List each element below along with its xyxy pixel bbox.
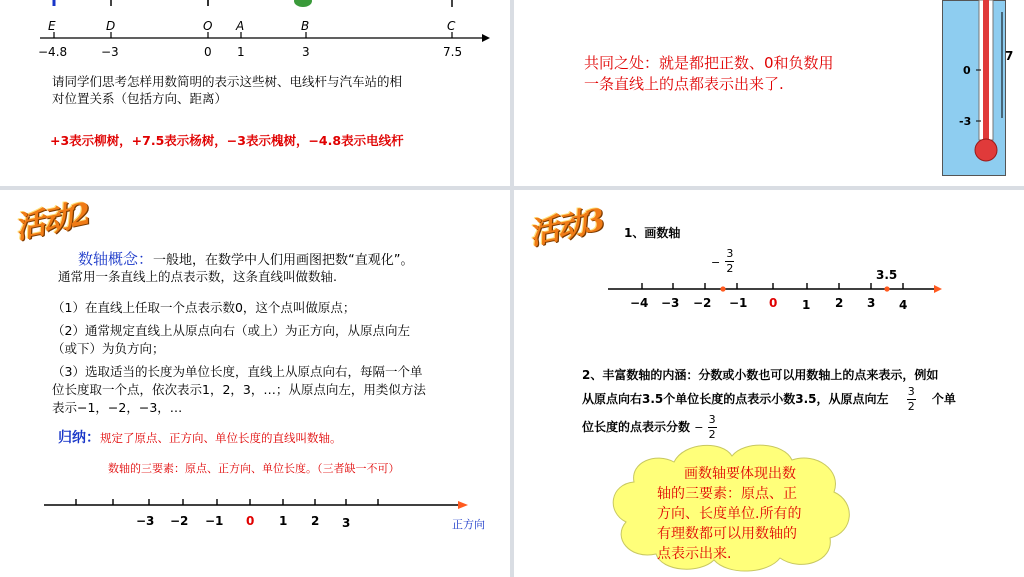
enrich-line-3-text: 位长度的点表示分数 (582, 420, 691, 434)
three-elements: 数轴的三要素：原点、正方向、单位长度。（三者缺一不可） (108, 462, 400, 475)
axis-label-neg3: −3 (661, 296, 680, 310)
step-2-line-1: （2）通常规定直线上从原点向右（或上）为正方向，从原点向左 (52, 323, 410, 338)
step-2-line-2: （或下）为负方向； (52, 341, 165, 356)
tree-foliage-b (294, 0, 312, 7)
point-letter-d: D (106, 19, 116, 33)
axis-ticks (642, 283, 903, 289)
axis-label-neg1: −1 (729, 296, 748, 310)
heading-draw-axis: 1、画数轴 (624, 226, 681, 240)
axis-label-neg2: −2 (693, 296, 712, 310)
question-line-1: 请同学们思考怎样用数简明的表示这些树、电线杆与汽车站的相 (52, 74, 403, 89)
enrich-line-1: 2、丰富数轴的内涵：分数或小数也可以用数轴上的点来表示，例如 (582, 368, 939, 382)
slide-panel-top-left (0, 0, 510, 186)
activity-2-title: 活动2 (11, 196, 93, 247)
thermometer-figure (932, 0, 1022, 186)
label-3-5: 3.5 (876, 268, 898, 282)
direction-label: 正方向 (452, 518, 485, 531)
point-value-c: 7.5 (443, 45, 463, 59)
concept-line-1 (78, 248, 414, 269)
axis-ticks (76, 499, 378, 505)
point-neg-3-2 (720, 286, 725, 291)
point-value-e: −4.8 (38, 45, 68, 59)
axis-label-2: 2 (835, 296, 844, 310)
number-line-figure (0, 0, 510, 60)
step-3-line-1: （3）选取适当的长度为单位长度，直线上从原点向右，每隔一个单 (52, 364, 423, 379)
fraction-sign: − (711, 256, 721, 269)
point-value-o: 0 (204, 45, 212, 59)
slide-panel-top-right (514, 0, 1024, 186)
axis-label-neg3: −3 (136, 514, 155, 528)
fraction-3-2 (725, 248, 734, 275)
concept-line-2: 通常用一条直线上的点表示数，这条直线叫做数轴. (58, 269, 337, 284)
question-line-2: 对位置关系（包括方向、距离） (52, 91, 228, 106)
point-value-a: 1 (237, 45, 245, 59)
thermometer-mercury (983, 0, 989, 140)
enrich-line-2 (582, 386, 956, 413)
point-letter-o: O (203, 19, 213, 33)
enrich-line-2-end: 个单 (931, 392, 956, 406)
point-letter-b: B (301, 19, 310, 33)
fraction-sign-2: − (694, 421, 704, 434)
slide-panel-bottom-right (514, 190, 1024, 577)
point-3-5 (884, 286, 889, 291)
point-value-b: 3 (302, 45, 310, 59)
step-3-line-2: 位长度取一个点，依次表示1，2，3，…；从原点向左，用类似方法 (52, 382, 426, 397)
number-axis-example (0, 490, 510, 550)
axis-label-neg1: −1 (205, 514, 224, 528)
fraction-neg-den: 2 (708, 428, 716, 441)
summary-line (58, 427, 342, 447)
cloud-line-3: 方向、长度单位.所有的 (657, 506, 802, 522)
enrich-line-2-text: 从原点向右3.5个单位长度的点表示小数3.5，从原点向左 (582, 392, 889, 406)
axis-arrow (458, 501, 468, 509)
activity-3-title: 活动3 (525, 202, 607, 253)
thermo-label-neg3: -3 (959, 115, 972, 128)
axis-label-0: 0 (769, 296, 778, 310)
point-letter-e: E (48, 19, 56, 33)
summary-text: 规定了原点、正方向、单位长度的直线叫数轴。 (100, 431, 342, 445)
thermo-label-zero: 0 (963, 64, 971, 77)
axis-label-neg4: −4 (630, 296, 649, 310)
enrich-line-3 (582, 414, 717, 441)
fraction-inline (907, 386, 916, 413)
fraction-inline-den: 2 (907, 400, 915, 413)
axis-label-1: 1 (802, 298, 811, 312)
common-point-line-1: 共同之处：就是都把正数、0和负数用 (584, 54, 834, 72)
fraction-neg (708, 414, 717, 441)
cloud-line-1: 画数轴要体现出数 (684, 466, 796, 482)
answer-text: +3表示柳树，+7.5表示杨树，−3表示槐树，−4.8表示电线杆 (50, 133, 404, 148)
fraction-denominator: 2 (726, 262, 734, 275)
axis-label-neg2: −2 (170, 514, 189, 528)
fraction-label-top (711, 248, 734, 275)
axis-label-3: 3 (342, 516, 351, 530)
step-1: （1）在直线上任取一个点表示数0，这个点叫做原点； (52, 300, 356, 315)
fraction-numerator: 3 (726, 247, 734, 260)
point-letter-a: A (236, 19, 245, 33)
number-line-arrow (482, 34, 490, 42)
fraction-neg-num: 3 (708, 413, 716, 426)
cloud-line-4: 有理数都可以用数轴的 (657, 526, 797, 542)
concept-text: 一般地，在数学中人们用画图把数“直观化”。 (153, 253, 414, 268)
thermometer-bulb (975, 139, 997, 161)
summary-label: 归纳： (58, 430, 100, 446)
cloud-line-2: 轴的三要素：原点、正 (657, 486, 797, 502)
axis-label-3: 3 (867, 296, 876, 310)
concept-label: 数轴概念： (78, 250, 154, 268)
common-point-line-2: 一条直线上的点都表示出来了. (584, 75, 784, 93)
axis-label-1: 1 (279, 514, 288, 528)
fraction-inline-num: 3 (907, 385, 915, 398)
thermo-label-7: 7 (1005, 49, 1014, 63)
point-letter-c: C (447, 19, 456, 33)
axis-label-0: 0 (246, 514, 255, 528)
cloud-line-5: 点表示出来. (657, 546, 732, 562)
slide-panel-bottom-left (0, 190, 510, 577)
axis-label-4: 4 (899, 298, 908, 312)
axis-arrow (934, 285, 942, 293)
axis-label-2: 2 (311, 514, 320, 528)
step-3-line-3: 表示−1，−2，−3，… (52, 400, 183, 415)
point-value-d: −3 (101, 45, 119, 59)
number-axis-drawing (514, 280, 1024, 320)
